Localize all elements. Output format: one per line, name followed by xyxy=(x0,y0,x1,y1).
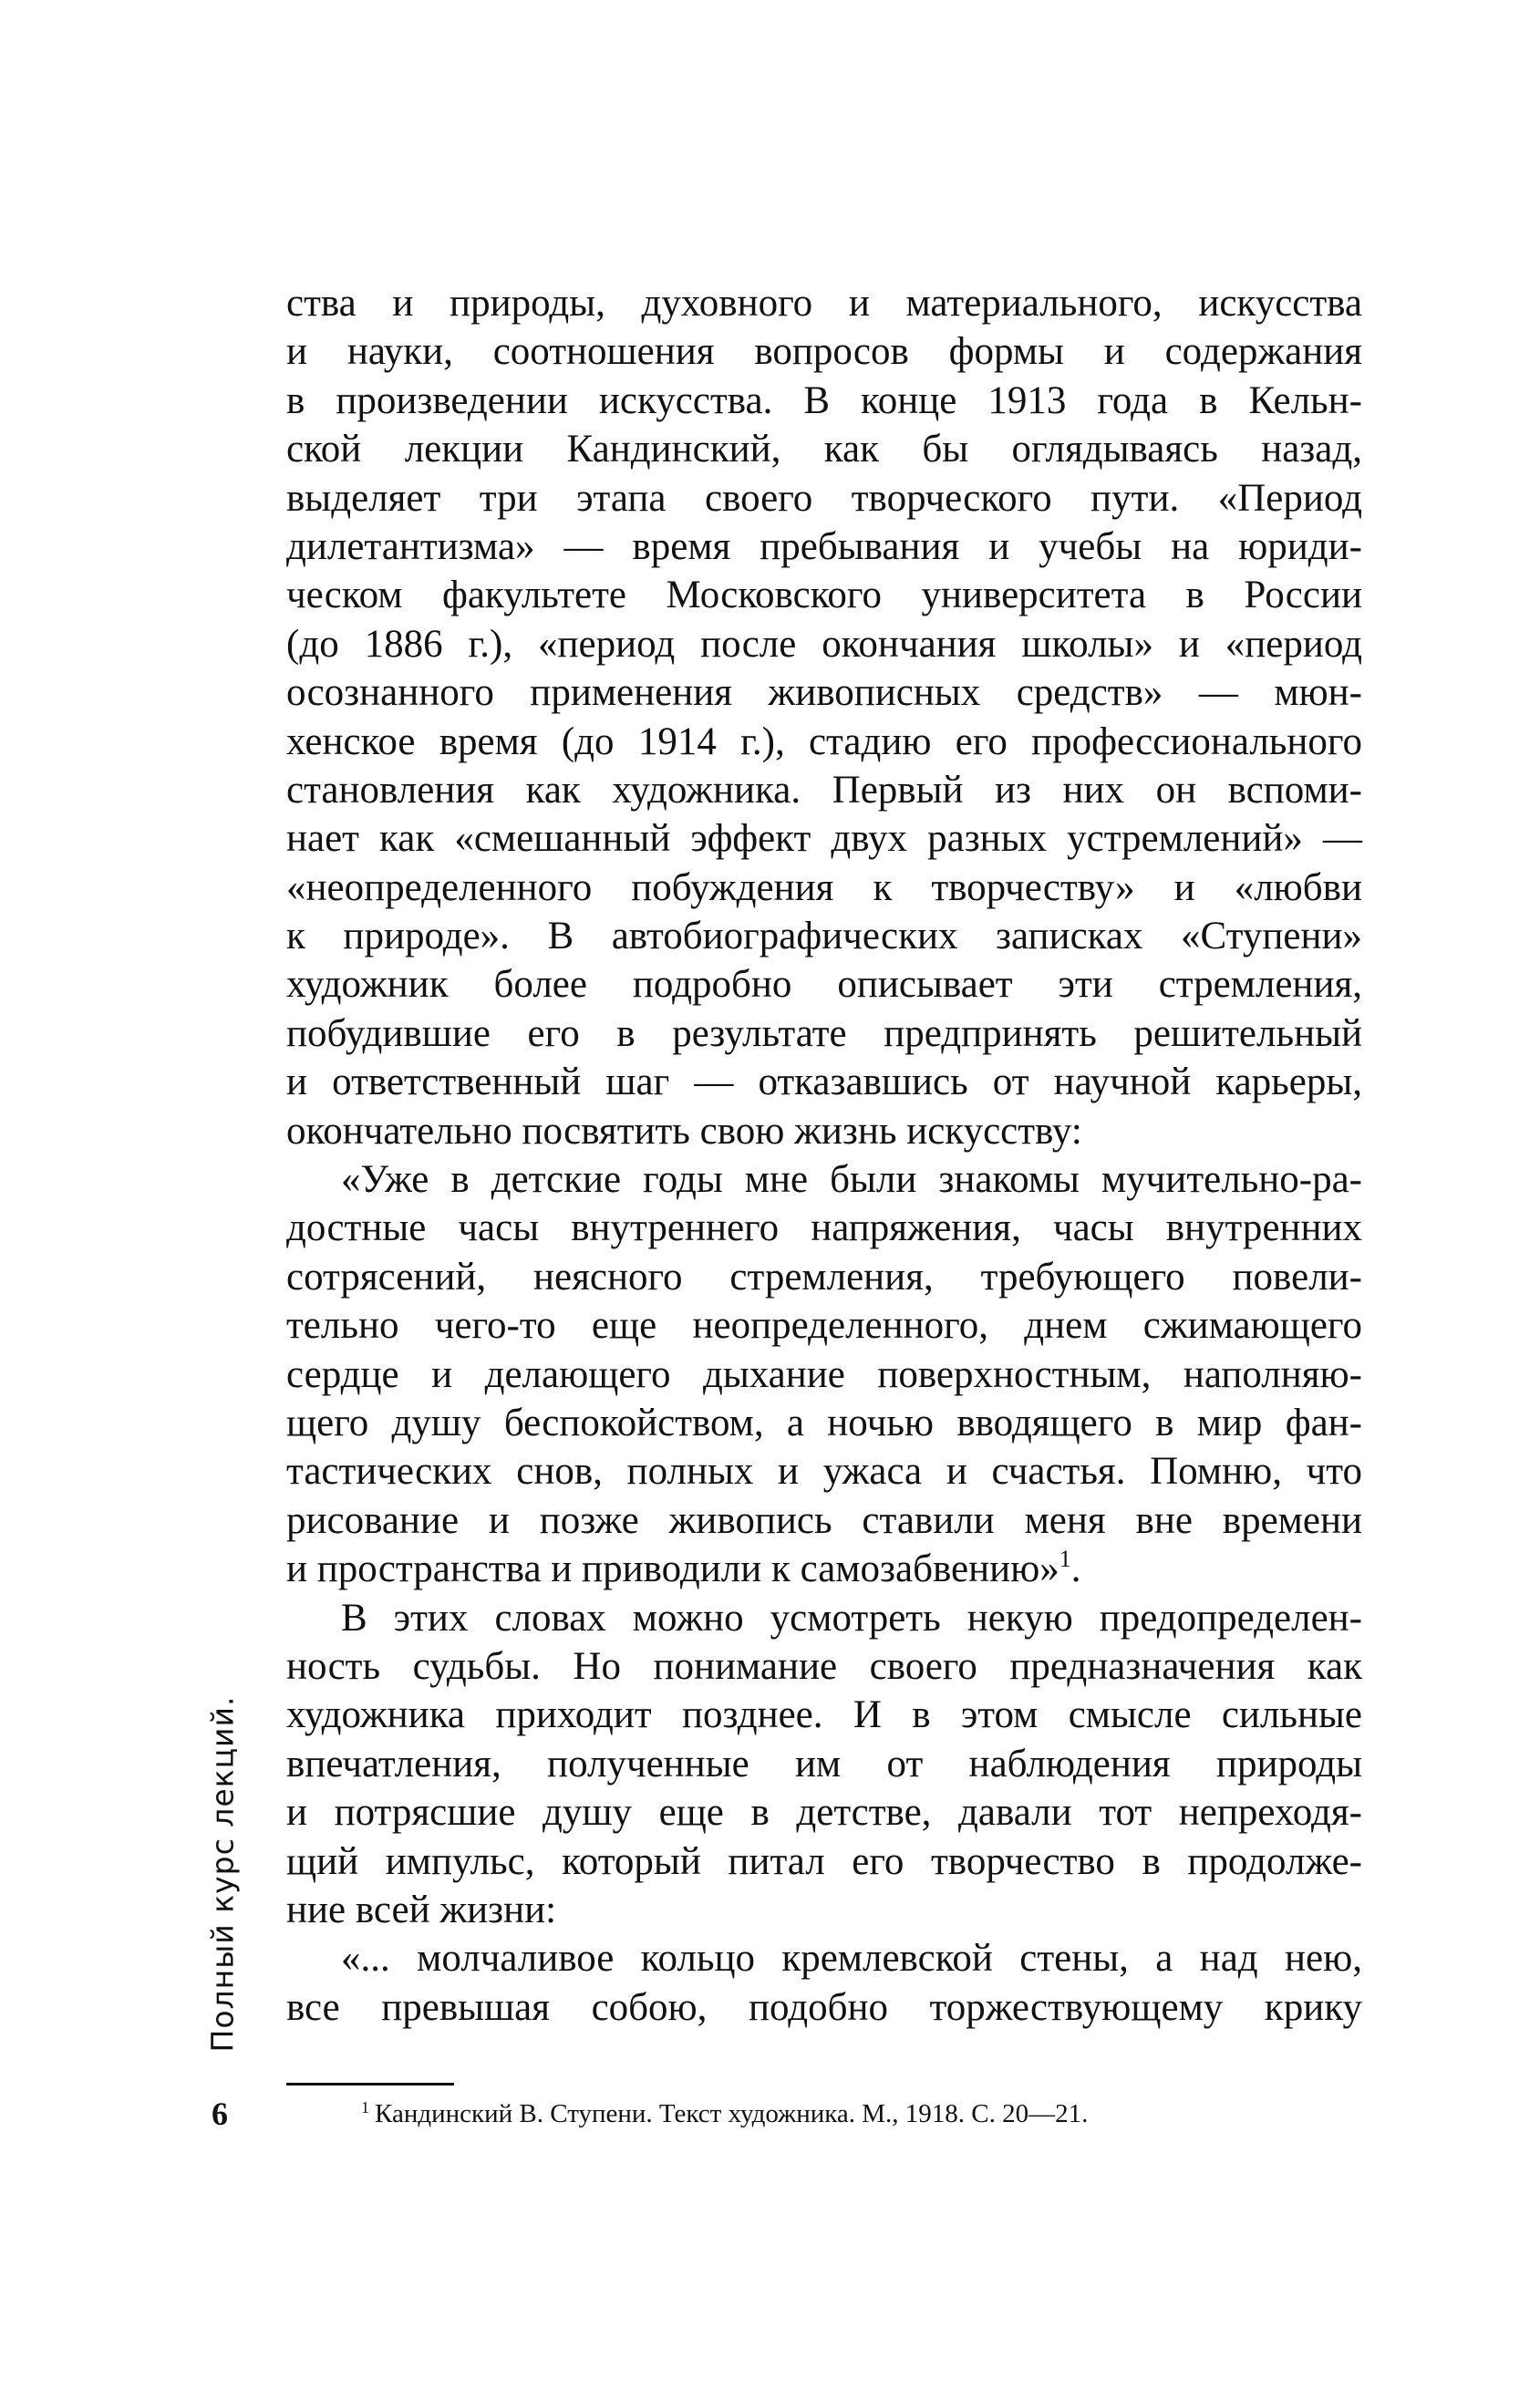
text-line-content: сотрясений, неясного стремления, требующего повели- xyxy=(286,1255,1362,1299)
text-line-content: достные часы внутреннего напряжения, часы внутренних xyxy=(286,1206,1362,1250)
text-line xyxy=(286,1301,1362,1350)
text-line-content: щий импульс, который питал его творчество в продолже- xyxy=(286,1839,1362,1883)
text-line-content: В этих словах можно усмотреть некую предопределен- xyxy=(341,1596,1362,1640)
body-text xyxy=(286,279,1362,2032)
text-line xyxy=(286,1009,1362,1058)
page-number: 6 xyxy=(212,2096,228,2132)
text-line-content: художника приходит позднее. И в этом смысле сильные xyxy=(286,1693,1362,1737)
text-line xyxy=(286,912,1362,960)
text-line-punctuation: . xyxy=(1070,1547,1081,1591)
text-line-content: и ответственный шаг — отказавшись от научной карьеры, xyxy=(286,1061,1362,1104)
text-line-content: впечатления, полученные им от наблюдения природы xyxy=(286,1742,1362,1785)
footnote-marker: 1 xyxy=(361,2098,369,2117)
text-line xyxy=(286,1886,1362,1934)
text-line xyxy=(286,1253,1362,1301)
text-line xyxy=(286,425,1362,473)
text-line xyxy=(286,1837,1362,1886)
text-line xyxy=(286,327,1362,376)
text-line xyxy=(286,523,1362,571)
text-line-content: тастических снов, полных и ужаса и счастья. Помню, что xyxy=(286,1450,1362,1494)
text-line-content: ческом факультете Московского университета в России xyxy=(286,574,1362,617)
text-line-content: и науки, соотношения вопросов формы и содержания xyxy=(286,330,1362,374)
footnote xyxy=(361,2097,1088,2130)
text-line-content: нает как «смешанный эффект двух разных устремлений» — xyxy=(286,817,1362,861)
text-line xyxy=(286,960,1362,1009)
text-line xyxy=(286,1496,1362,1545)
text-line-content: ность судьбы. Но понимание своего предназначения как xyxy=(286,1644,1362,1688)
text-line-content: и пространства и приводили к самозабвению» xyxy=(286,1547,1059,1591)
footnote-text: Кандинский В. Ступени. Текст художника. М., 1918. С. 20—21. xyxy=(375,2099,1089,2128)
text-line-content: ской лекции Кандинский, как бы оглядываясь назад, xyxy=(286,428,1362,471)
text-line-content: хенское время (до 1914 г.), стадию его профессионального xyxy=(286,719,1362,763)
footnote-divider xyxy=(286,2083,454,2086)
text-line xyxy=(286,279,1362,327)
text-line xyxy=(286,571,1362,619)
text-line xyxy=(286,1058,1362,1106)
footnote-reference[interactable]: 1 xyxy=(1059,1546,1071,1573)
text-line xyxy=(286,1642,1362,1691)
text-line-content: щего душу беспокойством, а ночью вводящего в мир фан- xyxy=(286,1401,1362,1444)
text-line-content: ние всей жизни: xyxy=(286,1888,557,1931)
text-line xyxy=(286,1691,1362,1739)
text-line-content: становления как художника. Первый из них он вспоми- xyxy=(286,768,1362,812)
text-line-content: «неопределенного побуждения к творчеству» и «любви xyxy=(286,865,1362,909)
text-line-content: выделяет три этапа своего творческого пути. «Период xyxy=(286,476,1362,520)
text-line-content: (до 1886 г.), «период после окончания школы» и «период xyxy=(286,622,1362,666)
text-line xyxy=(286,1447,1362,1496)
text-line-content: ства и природы, духовного и материального, искусства xyxy=(286,282,1362,325)
text-line-content: дилетантизма» — время пребывания и учебы на юриди- xyxy=(286,524,1362,568)
text-line-content: осознанного применения живописных средств» — мюн- xyxy=(286,671,1362,715)
text-line xyxy=(286,1351,1362,1399)
text-line xyxy=(286,474,1362,523)
text-line xyxy=(286,814,1362,863)
text-line xyxy=(286,1594,1362,1642)
text-line-content: окончательно посвятить свою жизнь искусству: xyxy=(286,1109,1082,1153)
text-line-content: «Уже в детские годы мне были знакомы мучительно-ра- xyxy=(341,1158,1362,1202)
text-line-content: сердце и делающего дыхание поверхностным, наполняю- xyxy=(286,1352,1362,1396)
text-line-content: художник более подробно описывает эти стремления, xyxy=(286,963,1362,1007)
text-line-content: все превышая собою, подобно торжествующему крику xyxy=(286,1985,1362,2029)
text-line xyxy=(286,718,1362,766)
text-line-content: «... молчаливое кольцо кремлевской стены, а над нею, xyxy=(341,1937,1362,1981)
text-line xyxy=(286,1934,1362,1982)
text-line xyxy=(286,1788,1362,1837)
text-line xyxy=(286,1155,1362,1204)
text-line xyxy=(286,864,1362,912)
text-line xyxy=(286,1107,1362,1155)
text-line-content: к природе». В автобиографических записках «Ступени» xyxy=(286,915,1362,958)
text-line xyxy=(286,668,1362,717)
text-line-content: рисование и позже живопись ставили меня вне времени xyxy=(286,1498,1362,1542)
text-line xyxy=(286,1204,1362,1252)
text-line-content: тельно чего-то еще неопределенного, днем сжимающего xyxy=(286,1304,1362,1348)
running-head: Полный курс лекций. xyxy=(204,1695,241,2053)
text-line xyxy=(286,1740,1362,1788)
text-line xyxy=(286,1399,1362,1447)
text-line-content: и потрясшие душу еще в детстве, давали тот непреходя- xyxy=(286,1791,1362,1835)
text-line xyxy=(286,1983,1362,2032)
text-line xyxy=(286,377,1362,425)
text-line-content: в произведении искусства. В конце 1913 года в Кельн- xyxy=(286,378,1362,422)
text-line xyxy=(286,766,1362,814)
text-line xyxy=(286,1545,1362,1593)
text-line xyxy=(286,620,1362,668)
text-line-content: побудившие его в результате предпринять решительный xyxy=(286,1011,1362,1055)
